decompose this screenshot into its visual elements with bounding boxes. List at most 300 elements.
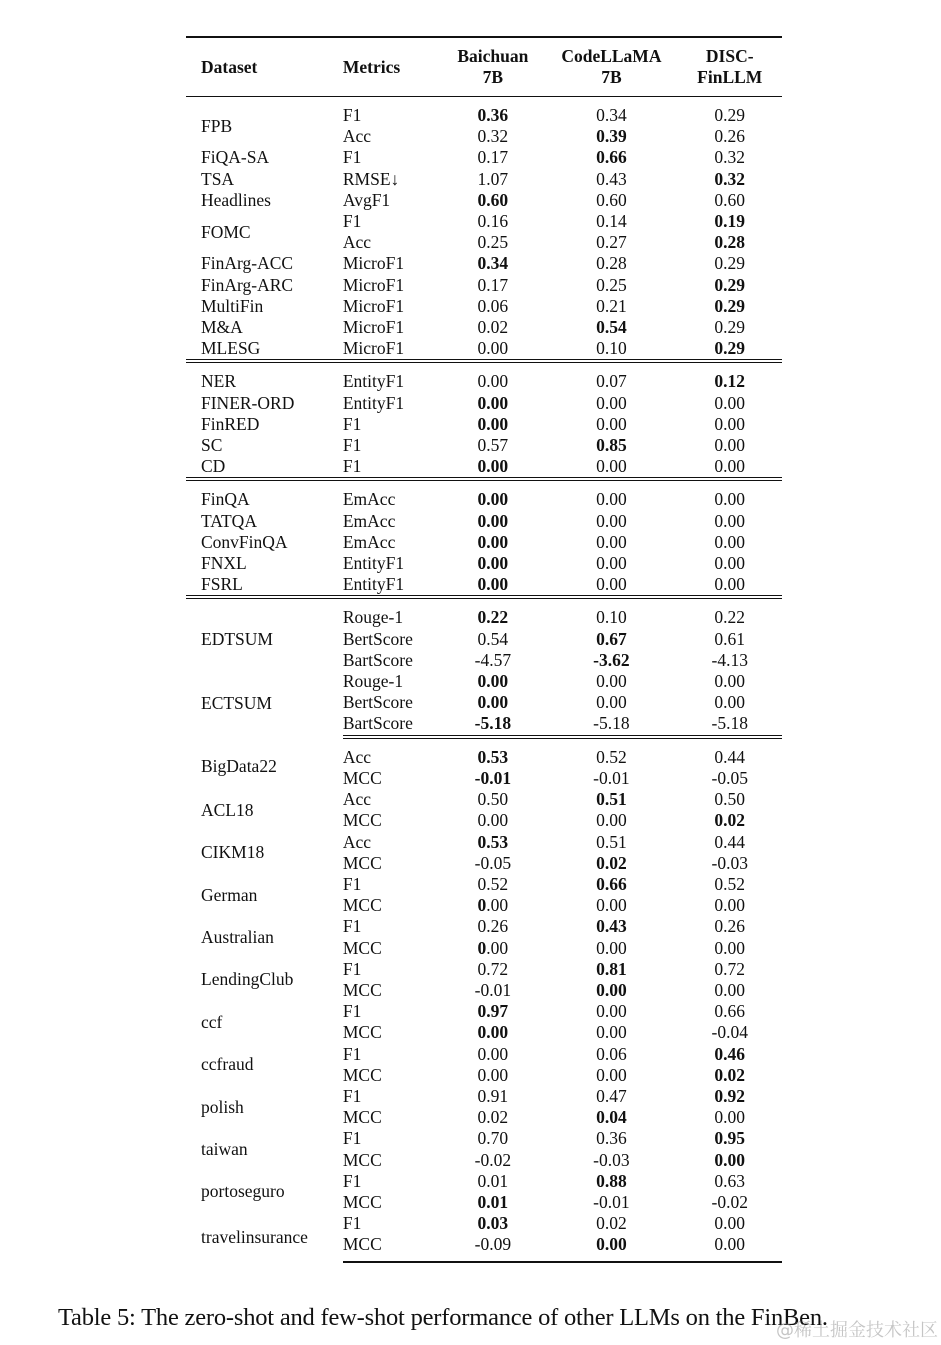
value-cell-disc-finllm: 0.00 [714, 1213, 746, 1234]
best-value: 0.81 [596, 958, 627, 979]
value-cell-disc-finllm: 0.00 [714, 553, 746, 574]
value-cell-codellama [545, 1234, 677, 1261]
value-cell-disc-finllm: 0.44 [714, 746, 746, 767]
table-row [186, 597, 782, 628]
value-cell-baichuan [440, 1192, 545, 1213]
table-row [186, 97, 782, 127]
value-cell-disc-finllm [677, 361, 782, 392]
value-cell-disc-finllm: 0.26 [714, 126, 746, 147]
header-codellama [545, 37, 677, 97]
value-cell-baichuan [440, 832, 545, 853]
metric-cell: Acc [342, 232, 372, 253]
table-row [186, 532, 782, 553]
metric-cell: Acc [342, 831, 372, 852]
value-cell-disc-finllm: 0.00 [714, 692, 746, 713]
table-row [186, 832, 782, 853]
value-cell-codellama: -0.03 [593, 1149, 630, 1170]
value-cell-codellama [545, 126, 677, 147]
best-value: -5.18 [474, 713, 512, 734]
value-cell-codellama: 0.27 [596, 232, 627, 253]
value-cell-baichuan [440, 895, 545, 916]
best-value: 0.02 [596, 852, 627, 873]
best-value: 0.03 [477, 1213, 509, 1234]
value-cell-codellama: 0.00 [596, 692, 627, 713]
metric-cell: BartScore [343, 713, 441, 736]
value-cell-disc-finllm: 0.61 [714, 628, 746, 649]
metric-cell: F1 [342, 413, 362, 434]
metric-cell: MicroF1 [343, 338, 441, 361]
value-cell-disc-finllm [677, 232, 782, 253]
value-cell-baichuan: 0.01 [477, 1170, 509, 1191]
value-cell-baichuan [440, 97, 545, 127]
best-value: -0.01 [474, 767, 512, 788]
best-value: 0.00 [596, 979, 627, 1000]
best-value: 0.88 [596, 1170, 627, 1191]
value-cell-codellama [545, 789, 677, 810]
value-cell-baichuan: 0.32 [477, 126, 509, 147]
header-disc-finllm [677, 37, 782, 97]
header-codellama-line1: CodeLLaMA [561, 46, 662, 66]
value-cell-disc-finllm: 0.00 [714, 979, 746, 1000]
value-cell-baichuan: 0.25 [477, 232, 509, 253]
table-body [186, 97, 782, 1262]
dataset-cell: ACL18 [201, 799, 254, 820]
value-cell-disc-finllm: 0.00 [714, 435, 746, 456]
metric-cell: BertScore [342, 692, 413, 713]
table-row [186, 1001, 782, 1022]
value-cell-codellama [545, 629, 677, 650]
value-cell-codellama: 0.00 [596, 1001, 627, 1022]
value-cell-codellama: 0.00 [596, 531, 627, 552]
dataset-cell: BigData22 [201, 756, 277, 777]
value-cell-baichuan: 0.02 [477, 1107, 509, 1128]
table-row [186, 275, 782, 296]
value-cell-disc-finllm [677, 338, 782, 361]
results-table [186, 36, 782, 1263]
value-cell-baichuan: -0.01 [474, 979, 512, 1000]
table-caption: Table 5: The zero-shot and few-shot performance of other LLMs on the FinBen. [58, 1304, 828, 1331]
table-row [186, 361, 782, 392]
value-cell-disc-finllm: 0.63 [714, 1170, 746, 1191]
best-value: 0.29 [714, 274, 746, 295]
table-row [186, 959, 782, 980]
dataset-cell: ccfraud [201, 1054, 254, 1075]
metric-cell: EmAcc [342, 531, 396, 552]
value-cell-baichuan: 0.91 [477, 1085, 509, 1106]
dataset-cell: FOMC [201, 221, 251, 242]
table-row [186, 211, 782, 232]
metric-cell: F1 [342, 211, 362, 232]
value-cell-baichuan [440, 597, 545, 628]
metric-cell: EmAcc [342, 510, 396, 531]
metric-cell: MCC [342, 979, 382, 1000]
best-value: 0.00 [477, 413, 509, 434]
value-cell-codellama: -5.18 [545, 713, 677, 736]
best-value: 0.28 [714, 232, 746, 253]
best-value: 0.00 [477, 671, 509, 692]
value-cell-disc-finllm [677, 1044, 782, 1065]
header-baichuan-line1: Baichuan [457, 46, 529, 66]
value-cell-codellama [545, 435, 677, 456]
best-value: 0.22 [477, 607, 509, 628]
best-value: 0.67 [596, 628, 627, 649]
best-value: 0.04 [596, 1107, 627, 1128]
value-cell-baichuan: 1.07 [477, 168, 509, 189]
value-cell-disc-finllm: -5.18 [677, 713, 782, 736]
dataset-cell: FinQA [201, 489, 250, 510]
dataset-cell: FinArg-ARC [201, 274, 294, 295]
value-cell-codellama: 0.00 [596, 553, 627, 574]
dataset-cell: EDTSUM [201, 628, 273, 649]
dataset-cell: TATQA [201, 510, 257, 531]
metric-cell: MicroF1 [342, 295, 405, 316]
best-value: 0.19 [714, 211, 746, 232]
metric-cell: MCC [342, 852, 382, 873]
value-cell-baichuan: 0.70 [477, 1128, 509, 1149]
table-row [186, 456, 782, 479]
value-cell-codellama: 0.47 [596, 1085, 627, 1106]
best-value: 0.00 [477, 456, 509, 477]
value-cell-codellama: 0.60 [596, 189, 627, 210]
value-cell-disc-finllm [677, 275, 782, 296]
header-baichuan [440, 37, 545, 97]
metric-cell: EntityF1 [342, 371, 405, 392]
value-cell-codellama: 0.00 [596, 810, 627, 831]
value-cell-codellama: 0.21 [596, 295, 627, 316]
value-cell-disc-finllm: -4.13 [711, 649, 748, 670]
table-row [186, 1128, 782, 1149]
best-value: 0.34 [477, 253, 509, 274]
value-cell-disc-finllm: 0.00 [714, 671, 746, 692]
metric-cell: MCC [342, 810, 382, 831]
header-disc-line2: FinLLM [697, 67, 763, 87]
metric-cell: MCC [343, 1234, 441, 1261]
table-row [186, 671, 782, 692]
table-row [186, 296, 782, 317]
value-cell-baichuan [440, 737, 545, 768]
dataset-cell: Australian [201, 926, 274, 947]
metric-cell: MCC [342, 937, 382, 958]
best-value: -3.62 [593, 649, 630, 670]
value-cell-disc-finllm [677, 1128, 782, 1149]
header-disc-line1: DISC- [705, 46, 754, 66]
best-value: 0.00 [477, 531, 509, 552]
table-row [186, 393, 782, 414]
value-cell-baichuan [440, 574, 545, 597]
value-cell-disc-finllm [677, 810, 782, 831]
value-cell-disc-finllm [677, 1065, 782, 1086]
table-row [186, 253, 782, 274]
value-cell-baichuan [440, 938, 545, 959]
value-cell-codellama [545, 650, 677, 671]
metric-cell: F1 [342, 147, 362, 168]
value-cell-codellama: 0.43 [596, 168, 627, 189]
value-cell-baichuan: 0.72 [477, 958, 509, 979]
table-row [186, 916, 782, 937]
value-cell-baichuan: -0.02 [474, 1149, 512, 1170]
metric-cell: MCC [342, 1191, 382, 1212]
value-cell-baichuan [440, 511, 545, 532]
value-cell-codellama: 0.00 [596, 1064, 627, 1085]
value-cell-disc-finllm: 0.00 [714, 1107, 746, 1128]
metric-cell: MCC [342, 895, 382, 916]
value-cell-disc-finllm: 0.00 [677, 456, 782, 479]
metric-cell: Acc [342, 789, 372, 810]
metric-cell: F1 [342, 1001, 362, 1022]
dataset-cell: ccf [201, 1011, 223, 1032]
table-row [186, 874, 782, 895]
value-rest: .00 [486, 895, 509, 916]
value-cell-disc-finllm: 0.29 [714, 253, 746, 274]
best-value: 0.01 [477, 1191, 509, 1212]
table-row [186, 479, 782, 510]
value-cell-disc-finllm: 0.44 [714, 831, 746, 852]
value-cell-codellama: 0.00 [596, 510, 627, 531]
metric-cell: F1 [342, 873, 362, 894]
value-cell-codellama: 0.00 [545, 456, 677, 479]
value-cell-disc-finllm: -0.02 [711, 1191, 748, 1212]
value-cell-disc-finllm: 0.00 [714, 510, 746, 531]
best-value: 0.66 [596, 147, 627, 168]
best-value: 0.97 [477, 1001, 509, 1022]
metric-cell: BartScore [342, 649, 413, 670]
best-value: 0.00 [477, 392, 509, 413]
value-cell-baichuan: 0.00 [477, 810, 509, 831]
results-table-container [186, 36, 782, 1263]
value-cell-codellama [545, 916, 677, 937]
value-cell-disc-finllm [677, 169, 782, 190]
table-row [186, 574, 782, 597]
table-row [186, 317, 782, 338]
value-cell-baichuan [440, 393, 545, 414]
value-cell-disc-finllm: 0.52 [714, 873, 746, 894]
metric-cell: F1 [342, 1128, 362, 1149]
dataset-cell: NER [201, 371, 236, 392]
value-cell-baichuan: 0.00 [477, 371, 509, 392]
value-cell-codellama: 0.10 [545, 338, 677, 361]
value-cell-baichuan: 0.17 [477, 274, 509, 295]
value-cell-baichuan [440, 1001, 545, 1022]
metric-cell: MCC [342, 767, 382, 788]
value-cell-codellama: 0.00 [596, 937, 627, 958]
table-row [186, 435, 782, 456]
header-baichuan-line2: 7B [482, 67, 504, 87]
value-cell-codellama [545, 147, 677, 168]
value-cell-codellama: 0.10 [596, 607, 627, 628]
dataset-cell: MultiFin [201, 295, 264, 316]
metric-cell: AvgF1 [342, 189, 391, 210]
metric-cell: F1 [342, 1170, 362, 1191]
metric-cell: Acc [342, 746, 372, 767]
value-cell-codellama [545, 874, 677, 895]
dataset-cell: FSRL [186, 574, 343, 597]
table-row [186, 737, 782, 768]
best-value: 0.29 [714, 295, 746, 316]
best-value: 0.00 [477, 692, 509, 713]
value-cell-codellama: 0.00 [545, 574, 677, 597]
best-value: 0.12 [714, 371, 746, 392]
value-cell-codellama [545, 980, 677, 1001]
best-value: 0.53 [477, 831, 509, 852]
best-value: 0.32 [714, 168, 746, 189]
metric-cell: MCC [342, 1064, 382, 1085]
value-cell-baichuan [440, 553, 545, 574]
value-cell-baichuan [440, 671, 545, 692]
dataset-cell: travelinsurance [201, 1226, 308, 1247]
value-cell-codellama: 0.14 [596, 211, 627, 232]
dataset-cell: Headlines [201, 189, 271, 210]
table-row [186, 169, 782, 190]
value-cell-codellama: 0.00 [596, 1022, 627, 1043]
best-value: 0.00 [477, 574, 509, 595]
best-value: 0.00 [477, 553, 509, 574]
best-value: 0.39 [596, 126, 627, 147]
dataset-cell: M&A [201, 317, 243, 338]
value-cell-codellama: 0.00 [596, 392, 627, 413]
value-cell-disc-finllm: -0.04 [711, 1022, 748, 1043]
value-cell-baichuan: 0.54 [477, 628, 509, 649]
value-cell-disc-finllm: 0.72 [714, 958, 746, 979]
best-value: 0.60 [477, 189, 509, 210]
best-value: 0.00 [477, 1022, 509, 1043]
value-partial-bold: 0 [477, 937, 487, 958]
table-header-row [186, 37, 782, 97]
dataset-cell: ECTSUM [201, 693, 272, 714]
table-row [186, 147, 782, 168]
dataset-cell: FiQA-SA [201, 147, 270, 168]
value-cell-baichuan: 0.02 [477, 317, 509, 338]
best-value: 0.51 [596, 789, 627, 810]
value-cell-baichuan [440, 532, 545, 553]
value-cell-disc-finllm: 0.50 [714, 789, 746, 810]
metric-cell: F1 [342, 1085, 362, 1106]
table-row [186, 1213, 782, 1234]
value-cell-baichuan: -0.05 [474, 852, 512, 873]
value-cell-disc-finllm: 0.29 [714, 317, 746, 338]
value-cell-codellama [545, 1107, 677, 1128]
table-row [186, 414, 782, 435]
value-cell-baichuan [440, 414, 545, 435]
best-value: 0.02 [714, 810, 746, 831]
value-cell-codellama: 0.00 [596, 413, 627, 434]
value-cell-disc-finllm: 0.00 [714, 392, 746, 413]
value-cell-baichuan [440, 768, 545, 789]
metric-cell: RMSE↓ [342, 168, 400, 189]
value-cell-codellama: 0.00 [596, 671, 627, 692]
value-cell-codellama: 0.02 [596, 1213, 627, 1234]
value-cell-disc-finllm: 0.00 [714, 937, 746, 958]
metric-cell: F1 [342, 105, 362, 125]
dataset-cell: CD [186, 456, 343, 479]
value-cell-baichuan [440, 190, 545, 211]
value-cell-codellama: 0.00 [596, 895, 627, 916]
value-cell-baichuan [440, 692, 545, 713]
value-cell-disc-finllm: 0.32 [714, 147, 746, 168]
header-codellama-line2: 7B [601, 67, 622, 87]
value-cell-codellama [545, 959, 677, 980]
value-cell-disc-finllm: 0.22 [714, 607, 746, 628]
best-value: 0.00 [477, 510, 509, 531]
best-value: 0.54 [596, 317, 627, 338]
value-cell-disc-finllm: 0.60 [714, 189, 746, 210]
value-cell-disc-finllm: 0.00 [677, 574, 782, 597]
metric-cell: MCC [342, 1107, 382, 1128]
value-cell-disc-finllm: 0.29 [714, 105, 746, 125]
value-cell-baichuan: 0.17 [477, 147, 509, 168]
dataset-cell: MLESG [186, 338, 343, 361]
metric-cell: EntityF1 [342, 392, 405, 413]
value-cell-disc-finllm: -0.03 [711, 852, 748, 873]
value-partial-bold: 0 [477, 895, 487, 916]
value-cell-codellama: 0.25 [596, 274, 627, 295]
value-cell-codellama: 0.36 [596, 1128, 627, 1149]
dataset-cell: taiwan [201, 1138, 248, 1159]
dataset-cell: FinRED [201, 413, 260, 434]
value-cell-codellama: 0.51 [596, 831, 627, 852]
value-cell-baichuan [440, 713, 545, 736]
best-value: 0.02 [714, 1064, 746, 1085]
dataset-cell: polish [201, 1096, 244, 1117]
best-value: 0.92 [714, 1085, 746, 1106]
table-row [186, 190, 782, 211]
value-cell-disc-finllm: 0.00 [677, 1234, 782, 1261]
value-cell-baichuan: 0.26 [477, 916, 509, 937]
value-cell-disc-finllm: -0.05 [711, 767, 748, 788]
value-cell-codellama [545, 1171, 677, 1192]
value-cell-disc-finllm: 0.00 [714, 895, 746, 916]
value-rest: .00 [486, 937, 509, 958]
metric-cell: F1 [342, 916, 362, 937]
value-cell-disc-finllm [677, 1086, 782, 1107]
metric-cell: MicroF1 [342, 317, 405, 338]
value-cell-disc-finllm: 0.00 [714, 531, 746, 552]
value-cell-baichuan [440, 253, 545, 274]
value-cell-disc-finllm [677, 1150, 782, 1171]
dataset-cell: LendingClub [201, 969, 294, 990]
value-cell-disc-finllm: 0.26 [714, 916, 746, 937]
metric-cell: Rouge-1 [342, 607, 404, 628]
dataset-cell: FinArg-ACC [201, 253, 294, 274]
best-value: 0.00 [596, 1234, 627, 1255]
value-cell-codellama: 0.52 [596, 746, 627, 767]
value-cell-baichuan [440, 1022, 545, 1043]
best-value: 0.00 [714, 1149, 746, 1170]
value-cell-disc-finllm: 0.00 [714, 489, 746, 510]
dataset-cell: SC [201, 435, 223, 456]
metric-cell: MicroF1 [342, 253, 405, 274]
table-row [186, 789, 782, 810]
metric-cell: F1 [342, 1213, 362, 1234]
header-metrics: Metrics [343, 37, 441, 97]
value-cell-baichuan: 0.00 [477, 1064, 509, 1085]
value-cell-codellama: 0.07 [596, 371, 627, 392]
table-row [186, 511, 782, 532]
header-dataset: Dataset [186, 37, 343, 97]
dataset-cell: FINER-ORD [201, 392, 295, 413]
value-cell-baichuan [440, 479, 545, 510]
best-value: 0.66 [596, 873, 627, 894]
dataset-cell: FPB [201, 115, 233, 136]
metric-cell: Rouge-1 [342, 671, 404, 692]
best-value: 0.53 [477, 746, 509, 767]
dataset-cell: ConvFinQA [201, 531, 288, 552]
value-cell-codellama: 0.06 [596, 1043, 627, 1064]
value-cell-baichuan: 0.57 [477, 435, 509, 456]
value-cell-disc-finllm: 0.66 [714, 1001, 746, 1022]
value-cell-baichuan: 0.52 [477, 873, 509, 894]
value-cell-baichuan [440, 1213, 545, 1234]
best-value: 0.43 [596, 916, 627, 937]
